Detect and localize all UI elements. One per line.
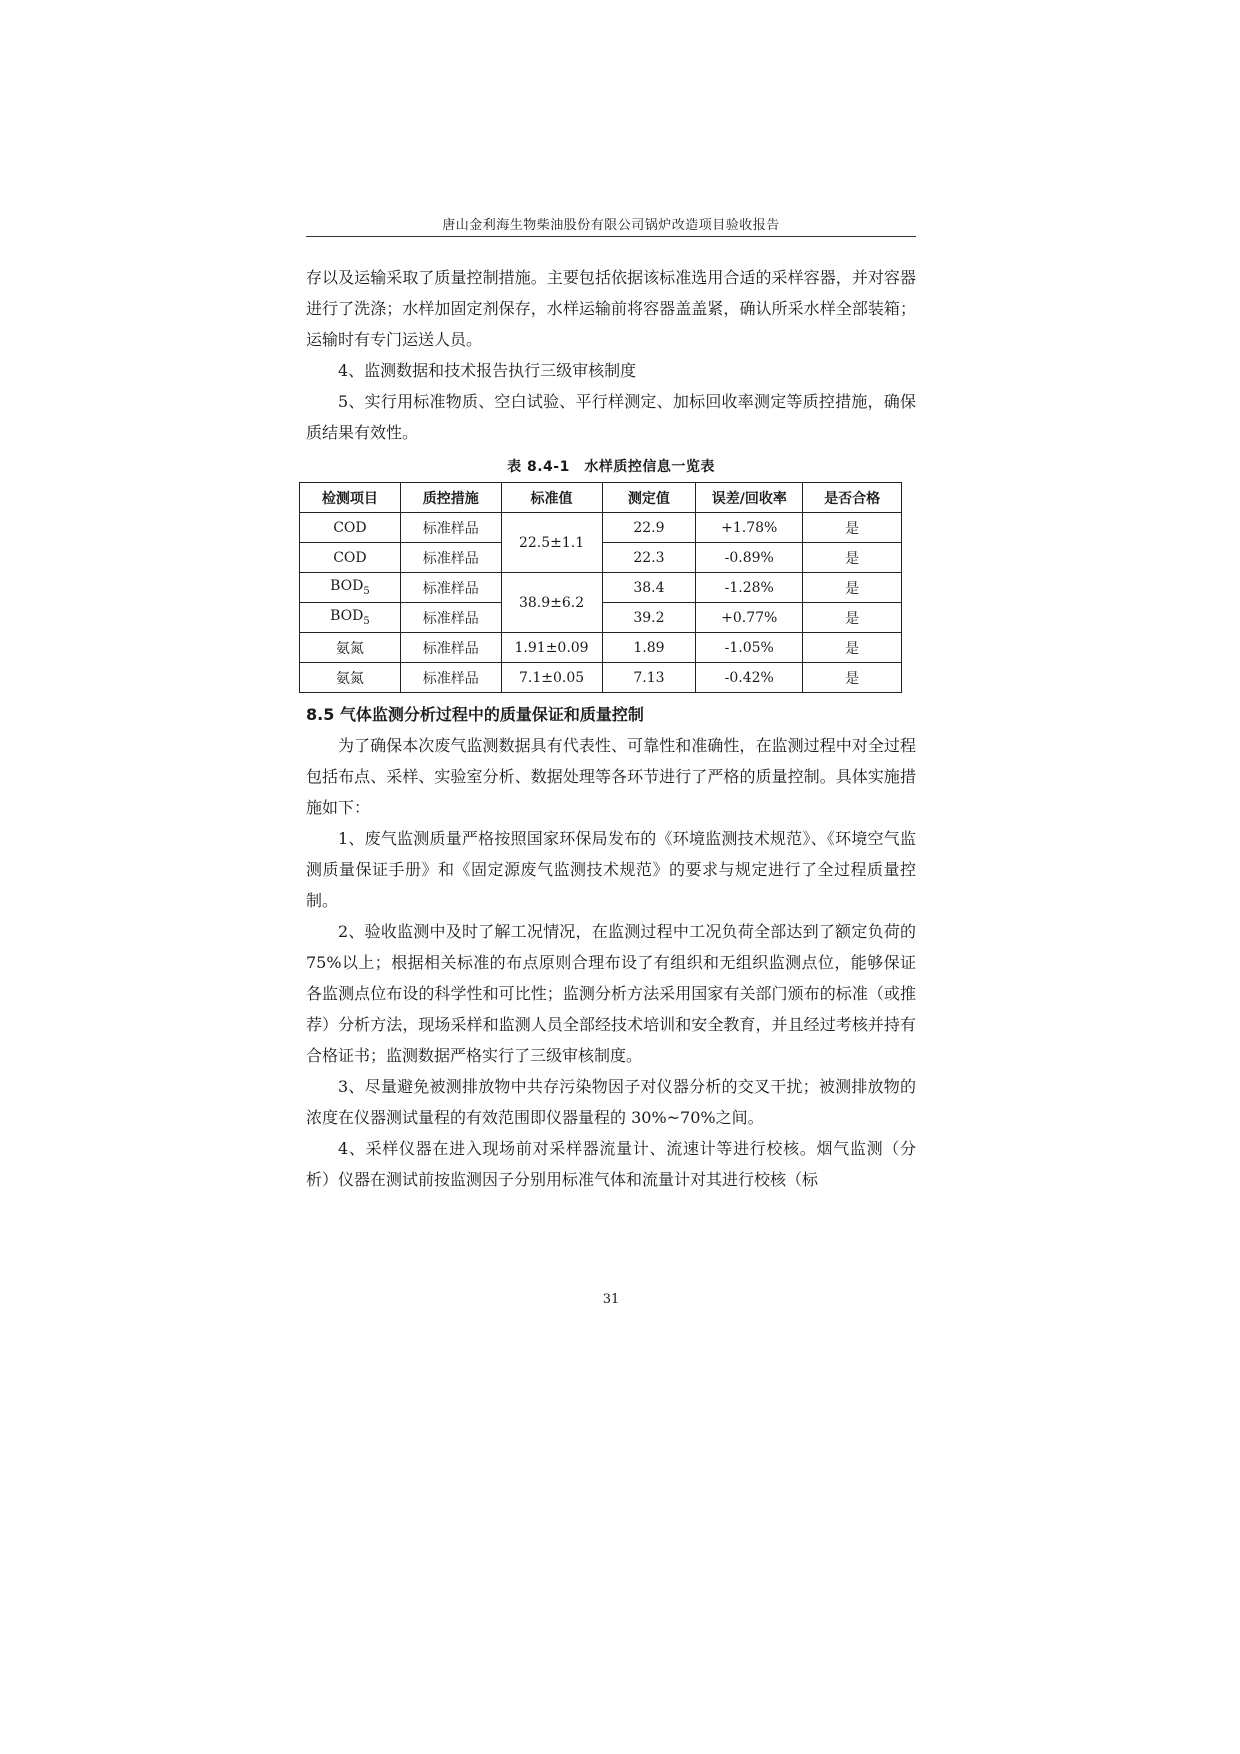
section-heading: 8.5 气体监测分析过程中的质量保证和质量控制 [306, 705, 644, 724]
column-header: 质控措施 [400, 483, 501, 513]
cell-measured: 38.4 [602, 573, 696, 603]
cell-error: +1.78% [696, 513, 803, 543]
cell-measure: 标准样品 [400, 603, 501, 633]
table-header-row [300, 483, 902, 513]
column-header: 测定值 [602, 483, 696, 513]
cell-measured: 22.3 [602, 543, 696, 573]
cell-pass: 是 [803, 663, 902, 693]
page-header: 唐山金利海生物柴油股份有限公司锅炉改造项目验收报告 [442, 218, 780, 233]
page-number: 31 [602, 1292, 620, 1307]
cell-pass: 是 [803, 633, 902, 663]
cell-item: COD [300, 513, 401, 543]
paragraph: 3、尽量避免被测排放物中共存污染物因子对仪器分析的交叉干扰；被测排放物的浓度在仪器测试量程的有效范围即仪器量程的 30%~70%之间。 [306, 1077, 916, 1127]
cell-standard: 38.9±6.2 [501, 573, 602, 633]
table-row [300, 513, 902, 543]
cell-item: $BOD_5$ [300, 603, 401, 633]
table-caption: 表 8.4-1 水样质控信息一览表 [507, 459, 715, 475]
header-divider [306, 236, 916, 237]
paragraph: 5、实行用标准物质、空白试验、平行样测定、加标回收率测定等质控措施，确保质结果有效性。 [306, 392, 916, 442]
cell-item: 氨氮 [300, 663, 401, 693]
cell-measured: 7.13 [602, 663, 696, 693]
paragraph: 4、监测数据和技术报告执行三级审核制度 [338, 361, 637, 380]
cell-item: 氨氮 [300, 633, 401, 663]
cell-measure: 标准样品 [400, 513, 501, 543]
cell-measured: 22.9 [602, 513, 696, 543]
cell-measured: 1.89 [602, 633, 696, 663]
cell-measure: 标准样品 [400, 663, 501, 693]
paragraph: 1、废气监测质量严格按照国家环保局发布的《环境监测技术规范》、《环境空气监测质量保证手册》和《固定源废气监测技术规范》的要求与规定进行了全过程质量控制。 [306, 829, 916, 910]
cell-standard: 1.91±0.09 [501, 633, 602, 663]
cell-standard: 22.5±1.1 [501, 513, 602, 573]
paragraph: 为了确保本次废气监测数据具有代表性、可靠性和准确性，在监测过程中对全过程包括布点、采样、实验室分析、数据处理等各环节进行了严格的质量控制。具体实施措施如下： [306, 736, 916, 817]
paragraph: 存以及运输采取了质量控制措施。主要包括依据该标准选用合适的采样容器，并对容器进行了洗涤；水样加固定剂保存，水样运输前将容器盖盖紧，确认所采水样全部装箱；运输时有专门运送人员。 [306, 268, 916, 349]
cell-pass: 是 [803, 603, 902, 633]
cell-measured: 39.2 [602, 603, 696, 633]
cell-measure: 标准样品 [400, 543, 501, 573]
cell-error: +0.77% [696, 603, 803, 633]
cell-measure: 标准样品 [400, 573, 501, 603]
cell-pass: 是 [803, 543, 902, 573]
cell-item: $BOD_5$ [300, 573, 401, 603]
cell-standard: 7.1±0.05 [501, 663, 602, 693]
cell-item: COD [300, 543, 401, 573]
table-row [300, 573, 902, 603]
table-row [300, 663, 902, 693]
qc-table [299, 482, 902, 693]
column-header: 检测项目 [300, 483, 401, 513]
paragraph: 4、采样仪器在进入现场前对采样器流量计、流速计等进行校核。烟气监测（分析）仪器在测试前按监测因子分别用标准气体和流量计对其进行校核（标 [306, 1139, 916, 1189]
column-header: 标准值 [501, 483, 602, 513]
cell-pass: 是 [803, 573, 902, 603]
cell-error: -1.28% [696, 573, 803, 603]
cell-pass: 是 [803, 513, 902, 543]
column-header: 是否合格 [803, 483, 902, 513]
cell-error: -0.42% [696, 663, 803, 693]
table-row [300, 633, 902, 663]
cell-error: -1.05% [696, 633, 803, 663]
cell-measure: 标准样品 [400, 633, 501, 663]
page-content [306, 262, 916, 1195]
paragraph: 2、验收监测中及时了解工况情况，在监测过程中工况负荷全部达到了额定负荷的 75%以上；根据相关标准的布点原则合理布设了有组织和无组织监测点位，能够保证各监测点位布设的科学性和可比性；监测分析方法采用国家有关部门颁布的标准（或推荐）分析方法，现场采样和监测人员全部经技术培训和安全教育，并且经过考核并持有合格证书；监测数据严格实行了三级审核制度。 [306, 922, 916, 1065]
cell-error: -0.89% [696, 543, 803, 573]
column-header: 误差/回收率 [696, 483, 803, 513]
